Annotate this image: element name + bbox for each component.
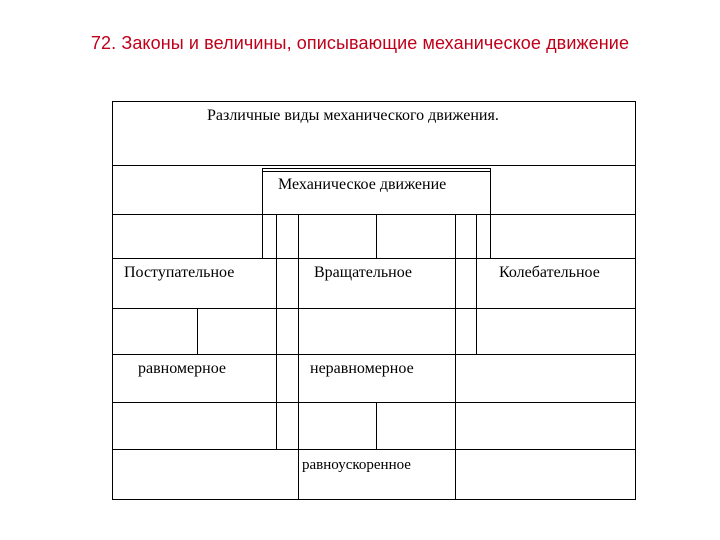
row5-sep-1	[197, 308, 198, 354]
frame-left	[112, 101, 113, 500]
frame-right	[635, 101, 636, 500]
row-line-6	[112, 402, 636, 403]
translational-node: Поступательное	[124, 264, 235, 281]
frame-bottom	[112, 499, 636, 500]
connector-e	[476, 214, 477, 258]
connector-a	[276, 214, 277, 258]
root-box-left	[262, 168, 263, 258]
row-line-4	[112, 308, 636, 309]
nonuniform-node: неравномерное	[310, 360, 414, 377]
frame-top	[112, 101, 636, 102]
row7-sep-1	[276, 402, 277, 449]
row-line-2	[112, 214, 636, 215]
row5-sep-4	[455, 308, 456, 354]
row8-sep-1	[298, 449, 299, 500]
cat-sep-4	[476, 258, 477, 308]
row-line-1	[112, 165, 636, 166]
row6-sep-1	[276, 354, 277, 402]
root-box-top-b	[262, 171, 490, 172]
uniform-node: равномерное	[138, 360, 226, 377]
row5-sep-5	[476, 308, 477, 354]
root-box-right	[490, 168, 491, 258]
row5-sep-2	[276, 308, 277, 354]
row-line-3	[112, 258, 636, 259]
uniformly-accelerated-node: равноускоренное	[302, 457, 411, 473]
cat-sep-3	[455, 258, 456, 308]
row6-sep-3	[455, 354, 456, 402]
oscillatory-node: Колебательное	[499, 264, 600, 281]
connector-c	[376, 214, 377, 258]
row7-sep-4	[455, 402, 456, 449]
row-line-7	[112, 449, 636, 450]
root-node: Механическое движение	[278, 176, 447, 193]
cat-sep-2	[298, 258, 299, 308]
rotational-node: Вращательное	[314, 264, 413, 281]
connector-b	[298, 214, 299, 258]
row6-sep-2	[298, 354, 299, 402]
row8-sep-2	[455, 449, 456, 500]
slide-title: 72. Законы и величины, описывающие механическое движение	[90, 33, 630, 53]
connector-d	[455, 214, 456, 258]
row-line-5	[112, 354, 636, 355]
row5-sep-3	[298, 308, 299, 354]
row7-sep-2	[298, 402, 299, 449]
row7-sep-3	[376, 402, 377, 449]
diagram-header: Различные виды механического движения.	[207, 107, 499, 124]
root-box-top-a	[262, 168, 490, 169]
cat-sep-1	[276, 258, 277, 308]
